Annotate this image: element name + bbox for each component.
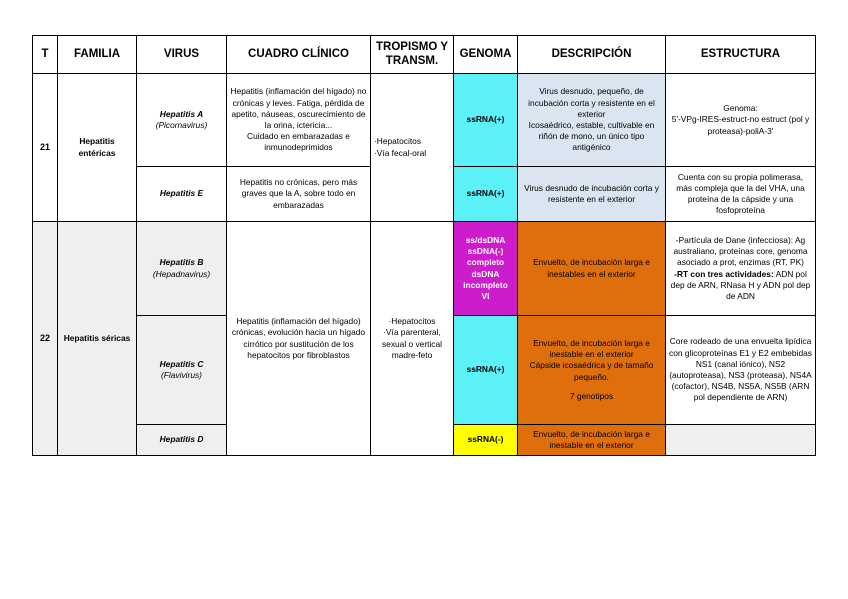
- descripcion-text: Envuelto, de incubación larga e inestable en el exterior: [533, 338, 650, 360]
- virus-cell-hepatitis-b: [137, 222, 227, 316]
- virus-cell-hepatitis-e: [137, 167, 227, 222]
- tropismo-text: ·Hepatocitos: [374, 136, 422, 147]
- genome-text: ss/dsDNA: [465, 234, 506, 245]
- hepatitis-virus-table: [32, 35, 816, 456]
- genome-text: ssDNA(-) completo: [466, 246, 505, 268]
- table-row-hepatitis-a: [33, 74, 816, 167]
- header-estructura: ESTRUCTURA: [666, 36, 816, 74]
- descripcion-hepatitis-d: Envuelto, de incubación larga e inestable en el exterior: [518, 425, 666, 456]
- virus-name: Hepatitis E: [159, 188, 204, 199]
- estructura-hepatitis-d: [666, 425, 816, 456]
- descripcion-hepatitis-a: [518, 74, 666, 167]
- header-descripcion: DESCRIPCIÓN: [518, 36, 666, 74]
- genome-badge: ssRNA(+): [454, 167, 518, 222]
- table-row-hepatitis-b: [33, 222, 816, 316]
- family-hepatitis-sericas: Hepatitis séricas: [58, 222, 137, 456]
- tropismo-entericas: [371, 74, 454, 222]
- tropismo-text: ·Vía fecal-oral: [374, 147, 427, 158]
- virus-name: Hepatitis B: [159, 257, 204, 268]
- tropismo-sericas: [371, 222, 454, 456]
- genome-text: VI: [481, 290, 490, 301]
- header-familia: FAMILIA: [58, 36, 137, 74]
- estructura-bold-text: -RT con tres actividades:: [674, 268, 774, 279]
- header-cuadro-clinico: CUADRO CLÍNICO: [227, 36, 371, 74]
- genome-badge: [454, 222, 518, 316]
- cuadro-text: Hepatitis (inflamación del hígado) no crónicas y leves. Fatiga, pérdida de apetito, náuseas, oscurecimiento de la orina, ictericia...: [230, 86, 367, 130]
- tropismo-text: ·Hepatocitos: [388, 316, 436, 327]
- descripcion-hepatitis-c: [518, 316, 666, 425]
- descripcion-hepatitis-b: Envuelto, de incubación larga e inestables en el exterior: [518, 222, 666, 316]
- genome-text: dsDNA incompleto: [463, 268, 508, 290]
- descripcion-text: 7 genotipos: [569, 390, 614, 401]
- header-tropismo: TROPISMO Y TRANSM.: [371, 36, 454, 74]
- header-row: [33, 36, 816, 74]
- genome-badge: ssRNA(+): [454, 316, 518, 425]
- virus-family: (Picornavirus): [155, 120, 208, 130]
- estructura-text: NS1 (canal iónico), NS2 (autoproteasa), NS3 (proteasa), NS4A (cofactor), NS4B, NS5A, NS5B (ARN pol dependiente de ARN): [669, 358, 812, 403]
- descripcion-text: Cápside icosaédrica y de tamaño pequeño.: [529, 360, 654, 382]
- estructura-hepatitis-b: [666, 222, 816, 316]
- estructura-hepatitis-c: [666, 316, 816, 425]
- virus-name: Hepatitis A: [159, 108, 204, 119]
- virus-name: Hepatitis C: [159, 358, 204, 369]
- virus-family: (Hepadnavirus): [152, 268, 211, 279]
- cuadro-text: Cuidado en embarazadas e inmunodeprimidos: [247, 131, 350, 153]
- virus-cell-hepatitis-c: [137, 316, 227, 425]
- estructura-text: 5'-VPg-IRES-estruct-no estruct (pol y proteasa)-poliA-3': [671, 114, 810, 136]
- virus-name: Hepatitis D: [159, 434, 204, 445]
- descripcion-hepatitis-e: Virus desnudo de incubación corta y resistente en el exterior: [518, 167, 666, 222]
- family-hepatitis-entericas: Hepatitis entéricas: [58, 74, 137, 222]
- estructura-hepatitis-a: [666, 74, 816, 167]
- cuadro-clinico-hepatitis-a: [227, 74, 371, 167]
- virus-cell-hepatitis-d: [137, 425, 227, 456]
- estructura-text: Genoma:: [723, 103, 758, 114]
- cuadro-clinico-sericas: Hepatitis (inflamación del hígado) crónicas, evolución hacia un hígado cirrótico por sustitución de los hepatocitos por fibroblastos: [227, 222, 371, 456]
- row-number-22: 22: [33, 222, 58, 456]
- row-number-21: 21: [33, 74, 58, 222]
- descripcion-text: Virus desnudo, pequeño, de incubación corta y resistente en el exterior: [528, 86, 655, 119]
- header-virus: VIRUS: [137, 36, 227, 74]
- descripcion-text: Icosaédrico, estable, cultivable en riñón de mono, un único tipo antigénico: [528, 120, 655, 153]
- genome-badge: ssRNA(+): [454, 74, 518, 167]
- header-genoma: GENOMA: [454, 36, 518, 74]
- estructura-hepatitis-e: Cuenta con su propia polimerasa, más compleja que la del VHA, una proteína de la cápside y una fosfoproteína: [666, 167, 816, 222]
- header-t: T: [33, 36, 58, 74]
- estructura-text: [669, 269, 812, 303]
- tropismo-text: ·Vía parenteral, sexual o vertical madre-feto: [381, 327, 443, 360]
- estructura-text: Core rodeado de una envuelta lipídica con glicoproteínas E1 y E2 embebidas: [669, 336, 812, 358]
- cuadro-clinico-hepatitis-e: Hepatitis no crónicas, pero más graves que la A, sobre todo en embarazadas: [227, 167, 371, 222]
- genome-badge: ssRNA(-): [454, 425, 518, 456]
- estructura-text: -Partícula de Dane (infecciosa): Ag australiano, proteínas core, genoma asociado a prot, enzimas (RT, PK): [673, 234, 808, 268]
- virus-cell-hepatitis-a: [137, 74, 227, 167]
- estructura-text: ADN pol dep de ARN, RNasa H y ADN pol dep de ADN: [670, 268, 811, 301]
- virus-family: (Flavivirus): [161, 370, 202, 380]
